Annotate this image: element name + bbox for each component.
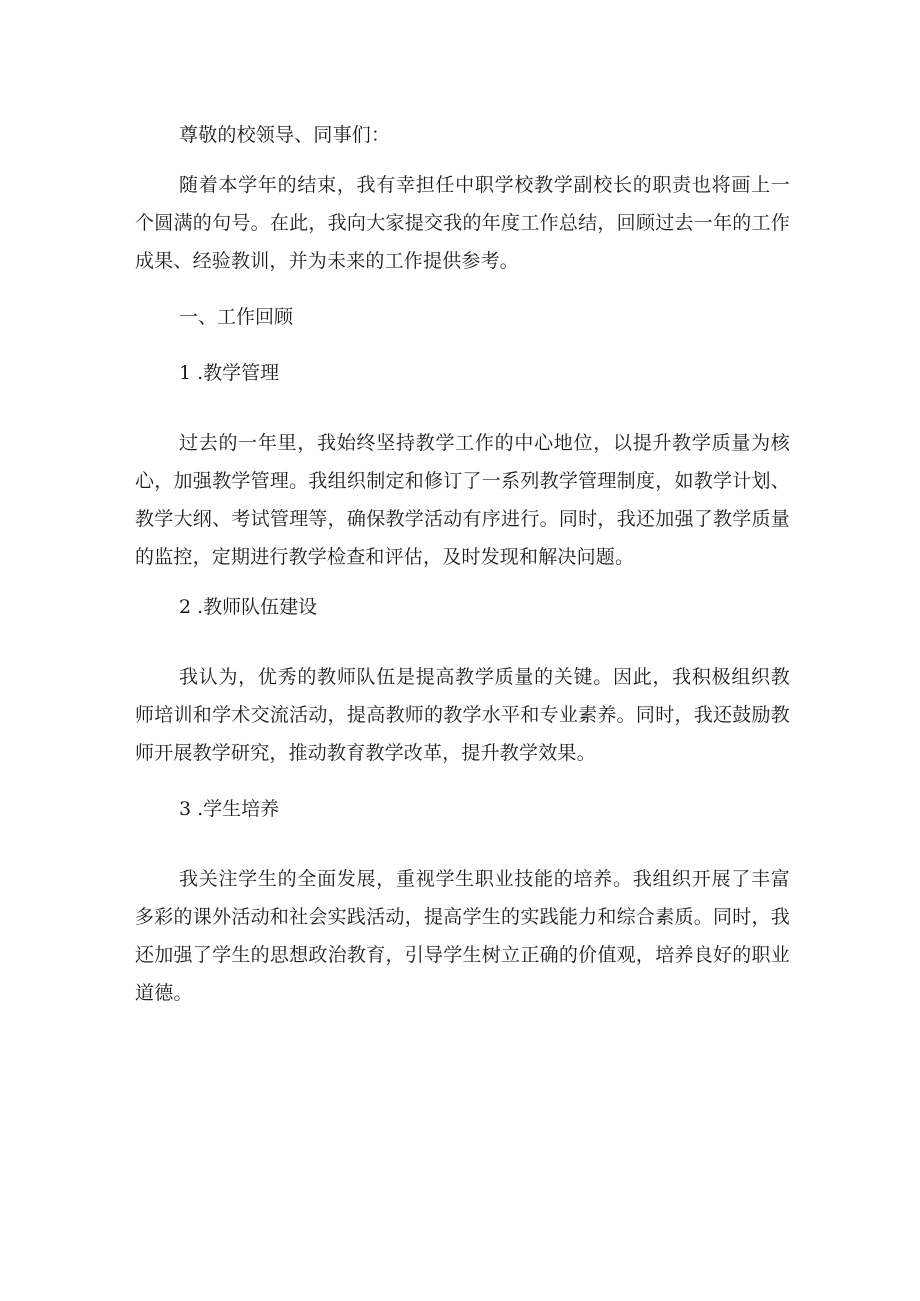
- spacer: [135, 280, 790, 298]
- spacer: [135, 576, 790, 588]
- item-heading-teaching-management: 1 .教学管理: [179, 362, 280, 384]
- spacer: [135, 828, 790, 860]
- spacer: [135, 336, 790, 354]
- document-body: [135, 116, 790, 1012]
- spacer: [135, 392, 790, 424]
- item-heading-student-training: 3 .学生培养: [179, 798, 280, 820]
- item-heading-teacher-team: 2 .教师队伍建设: [179, 596, 318, 618]
- section-title: 一、工作回顾: [179, 306, 294, 328]
- item-body-teacher-team: 我认为，优秀的教师队伍是提高教学质量的关键。因此，我积极组织教师培训和学术交流活动，提高教师的教学水平和专业素养。同时，我还鼓励教师开展教学研究，推动教育教学改革，提升教学效果。: [135, 666, 790, 764]
- greeting: 尊敬的校领导、同事们：: [179, 124, 391, 146]
- intro-paragraph: 随着本学年的结束，我有幸担任中职学校教学副校长的职责也将画上一个圆满的句号。在此，我向大家提交我的年度工作总结，回顾过去一年的工作成果、经验教训，并为未来的工作提供参考。: [135, 174, 790, 272]
- spacer: [135, 154, 790, 166]
- item-body-student-training: 我关注学生的全面发展，重视学生职业技能的培养。我组织开展了丰富多彩的课外活动和社会实践活动，提高学生的实践能力和综合素质。同时，我还加强了学生的思想政治教育，引导学生树立正确的价值观，培养良好的职业道德。: [135, 868, 790, 1004]
- spacer: [135, 626, 790, 658]
- item-body-teaching-management: 过去的一年里，我始终坚持教学工作的中心地位，以提升教学质量为核心，加强教学管理。我组织制定和修订了一系列教学管理制度，如教学计划、教学大纲、考试管理等，确保教学活动有序进行。同时，我还加强了教学质量的监控，定期进行教学检查和评估，及时发现和解决问题。: [135, 432, 790, 568]
- spacer: [135, 772, 790, 790]
